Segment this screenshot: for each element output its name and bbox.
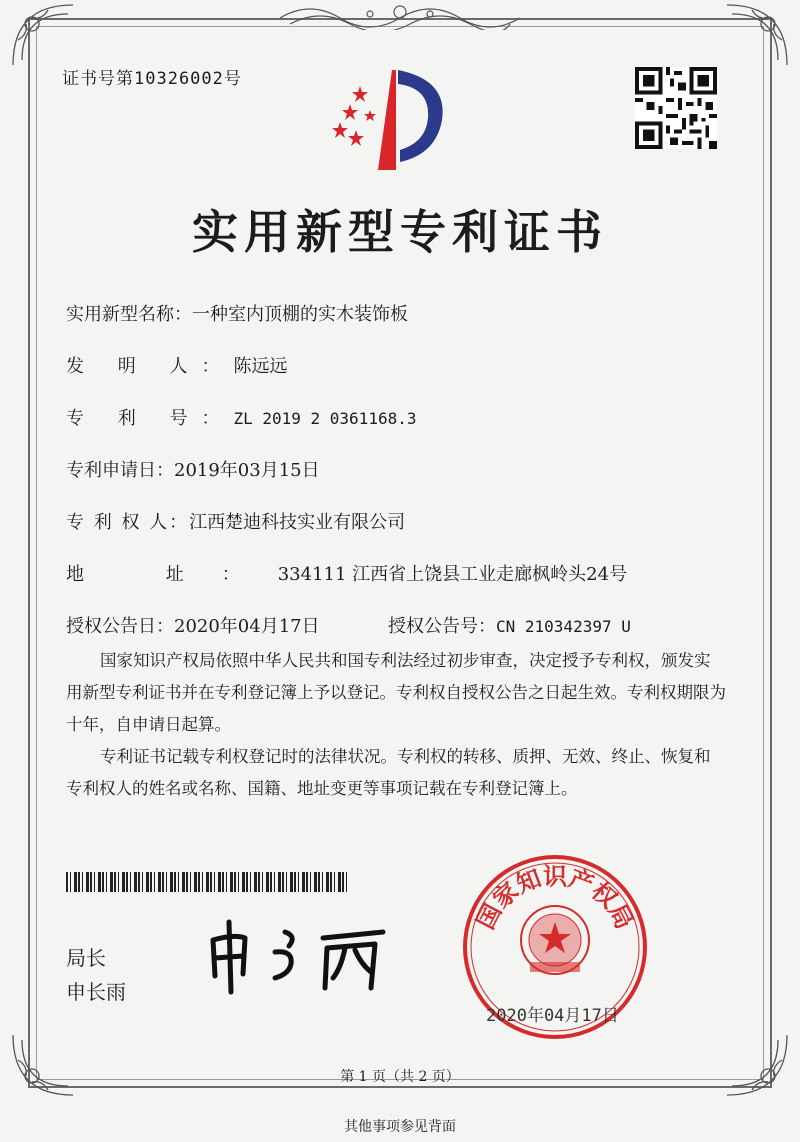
director-title: 局长 [66, 946, 106, 970]
field-label: 地 址： [66, 564, 278, 585]
field-filing-date [66, 456, 320, 482]
patent-office-logo-icon [330, 66, 450, 176]
field-label: 实用新型名称： [66, 304, 192, 325]
field-label: 专利申请日： [66, 460, 174, 481]
field-label: 发 明 人： [66, 356, 234, 377]
field-value: 2020年04月17日 [174, 616, 320, 637]
field-label: 专 利 号： [66, 408, 234, 429]
field-value: 陈远远 [233, 356, 288, 377]
field-label: 授权公告号： [388, 616, 496, 637]
body-paragraph: 国家知识产权局依照中华人民共和国专利法经过初步审查，决定授予专利权，颁发实用新型专利证书并在专利登记簿上予以登记。专利权自授权公告之日起生效。专利权期限为十年，自申请日起算。 [66, 651, 726, 734]
field-utility-model-name [66, 300, 408, 326]
field-value: 334111 江西省上饶县工业走廊枫岭头24号 [277, 564, 628, 585]
seal-text: 国家知识产权局 [470, 861, 640, 934]
certificate-number: 证书号第10326002号 [62, 69, 242, 89]
qr-code-icon [635, 67, 717, 149]
field-value: 江西楚迪科技实业有限公司 [189, 512, 406, 533]
field-patent-number [66, 404, 416, 430]
seal-date: 2020年04月17日 [486, 1006, 619, 1026]
field-address [66, 560, 627, 586]
footer-note: 其他事项参见背面 [344, 1119, 456, 1135]
field-patentee [66, 508, 405, 534]
field-grant-number [388, 612, 631, 638]
field-value: 一种室内顶棚的实木装饰板 [192, 304, 408, 325]
field-label: 授权公告日： [66, 616, 174, 637]
corner-ornament-icon [722, 1030, 792, 1100]
field-label: 专 利 权 人： [66, 512, 190, 533]
field-value: CN 210342397 U [496, 617, 631, 636]
corner-ornament-icon [8, 1030, 78, 1100]
body-paragraph: 专利证书记载专利权登记时的法律状况。专利权的转移、质押、无效、终止、恢复和专利权人的姓名或名称、国籍、地址变更等事项记载在专利登记簿上。 [66, 747, 711, 798]
barcode [66, 872, 348, 892]
field-grant-date [66, 612, 320, 638]
director-signature-icon [205, 918, 395, 998]
certificate-title: 实用新型专利证书 [192, 205, 608, 259]
corner-ornament-icon [8, 0, 78, 70]
top-ornament-icon [270, 0, 530, 30]
field-value: 2019年03月15日 [174, 460, 320, 481]
corner-ornament-icon [722, 0, 792, 70]
field-inventor [66, 352, 287, 378]
inner-frame [36, 26, 764, 1080]
director-name: 申长雨 [66, 980, 126, 1004]
page-number: 第 1 页（共 2 页） [340, 1069, 460, 1085]
field-value: ZL 2019 2 0361168.3 [233, 409, 417, 428]
